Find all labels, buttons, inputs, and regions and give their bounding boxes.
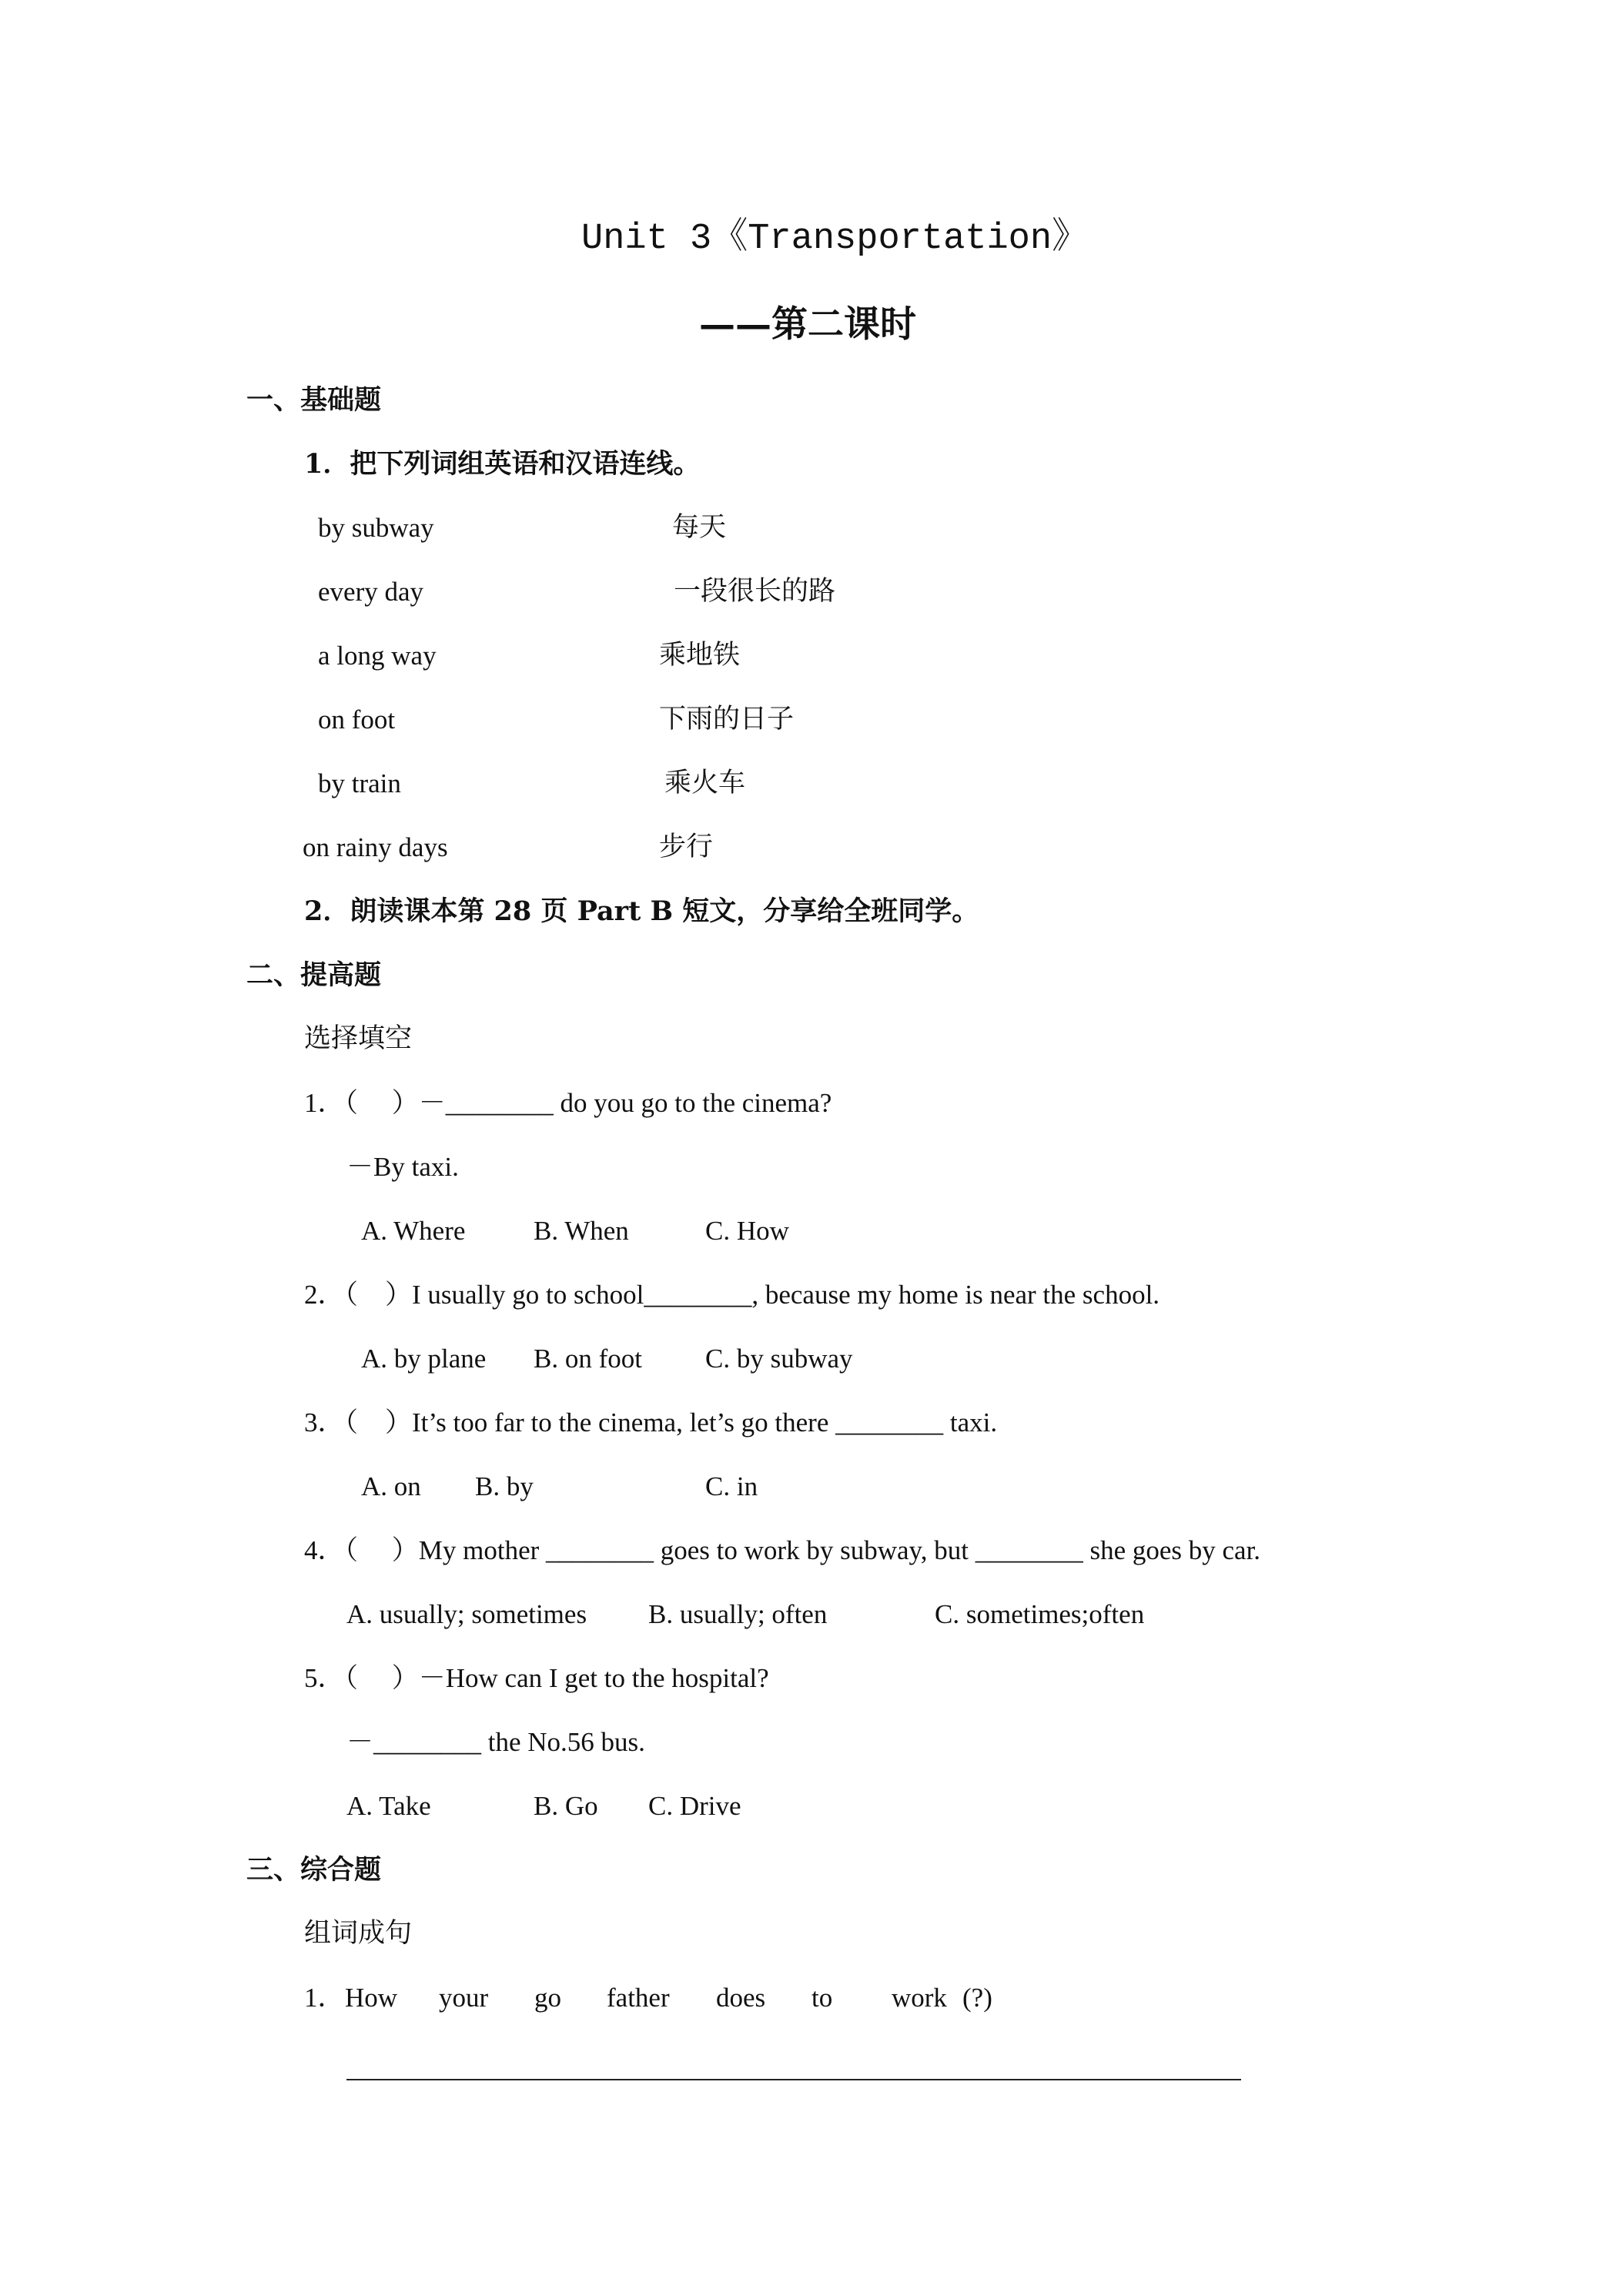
chinese-phrase: 步行 bbox=[659, 832, 714, 862]
mc-question-stem: 1．（ ）－________ do you go to the cinema? bbox=[304, 1088, 832, 1118]
section-2-subheading: 选择填空 bbox=[304, 1023, 413, 1054]
mc-option: C. by subway bbox=[705, 1344, 853, 1374]
mc-option: B. usually; often bbox=[648, 1599, 828, 1629]
chinese-phrase: 每天 bbox=[672, 512, 727, 543]
english-phrase: every day bbox=[318, 577, 424, 607]
scrambled-word: your bbox=[439, 1983, 489, 2013]
section-3-heading: 三、综合题 bbox=[246, 1854, 382, 1886]
answer-writing-line[interactable] bbox=[346, 2079, 1241, 2080]
mc-option: C. sometimes;often bbox=[935, 1599, 1145, 1629]
mc-option: C. in bbox=[705, 1471, 758, 1501]
scrambled-word: father bbox=[607, 1983, 670, 2013]
mc-option: C. How bbox=[705, 1216, 789, 1246]
scrambled-word: to bbox=[812, 1983, 833, 2013]
mc-option: A. on bbox=[361, 1471, 421, 1501]
english-phrase: by subway bbox=[318, 513, 434, 543]
page-subtitle: ——第二课时 bbox=[699, 303, 916, 346]
mc-option: B. by bbox=[475, 1471, 534, 1501]
english-phrase: by train bbox=[318, 768, 401, 798]
mc-question-stem: 5．（ ）－How can I get to the hospital? bbox=[304, 1663, 769, 1693]
question-1-prompt: 1．把下列词组英语和汉语连线。 bbox=[304, 448, 701, 480]
mc-question-stem: 3．（ ）It’s too far to the cinema, let’s go there ________ taxi. bbox=[304, 1407, 998, 1438]
english-phrase: a long way bbox=[318, 641, 437, 671]
chinese-phrase: 乘地铁 bbox=[659, 640, 741, 671]
section-1-heading: 一、基础题 bbox=[246, 384, 382, 416]
mc-option: B. Go bbox=[534, 1791, 598, 1821]
scrambled-word: (?) bbox=[962, 1983, 992, 2013]
mc-option: A. by plane bbox=[361, 1344, 487, 1374]
section-3-subheading: 组词成句 bbox=[304, 1918, 413, 1949]
question-number: 1． bbox=[304, 1983, 345, 2013]
mc-option: A. Where bbox=[361, 1216, 466, 1246]
mc-option: B. on foot bbox=[534, 1344, 642, 1374]
section-2-heading: 二、提高题 bbox=[246, 959, 382, 991]
chinese-phrase: 下雨的日子 bbox=[659, 704, 795, 735]
chinese-phrase: 一段很长的路 bbox=[674, 576, 836, 607]
mc-question-stem: 2．（ ）I usually go to school________, because my home is near the school. bbox=[304, 1280, 1160, 1310]
page-title: Unit 3《Transportation》 bbox=[581, 219, 1089, 259]
scrambled-word: does bbox=[716, 1983, 766, 2013]
scrambled-word: go bbox=[534, 1983, 561, 2013]
scrambled-word: How bbox=[345, 1983, 398, 2013]
mc-option: A. usually; sometimes bbox=[346, 1599, 587, 1629]
chinese-phrase: 乘火车 bbox=[664, 768, 746, 798]
scrambled-word: work bbox=[892, 1983, 947, 2013]
mc-option: C. Drive bbox=[648, 1791, 741, 1821]
english-phrase: on foot bbox=[318, 705, 396, 735]
mc-option: B. When bbox=[534, 1216, 629, 1246]
mc-answer-line: －By taxi. bbox=[346, 1152, 459, 1182]
mc-option: A. Take bbox=[346, 1791, 431, 1821]
mc-question-stem: 4．（ ）My mother ________ goes to work by subway, but ________ she goes by car. bbox=[304, 1535, 1261, 1565]
mc-answer-line: －________ the No.56 bus. bbox=[346, 1727, 645, 1757]
question-2-prompt: 2．朗读课本第 28 页 Part B 短文，分享给全班同学。 bbox=[304, 895, 979, 927]
english-phrase: on rainy days bbox=[303, 832, 448, 862]
